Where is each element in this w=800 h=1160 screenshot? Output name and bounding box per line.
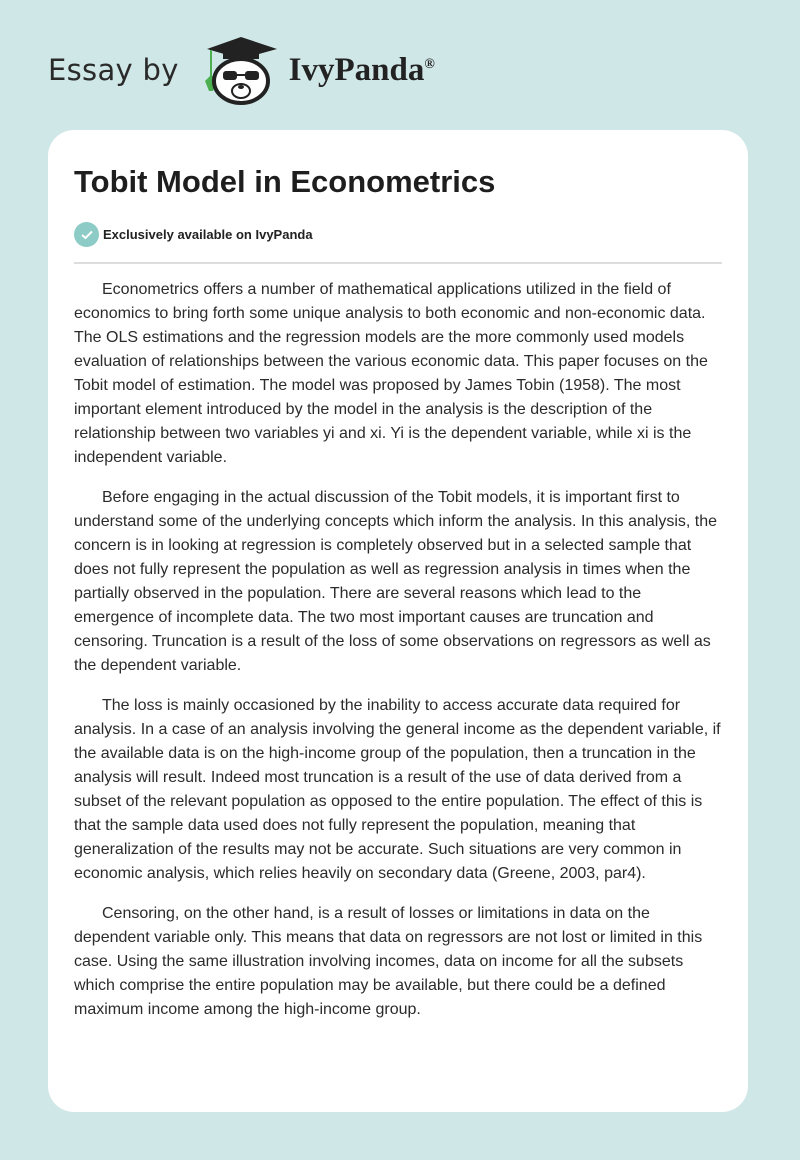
paragraph: Before engaging in the actual discussion of the Tobit models, it is important first to understand some of the underlying concepts which inform the analysis. In this analysis, the concern is in looking at regression is completely observed but in a selected sample that does not fully represent the population as well as regression analysis in times when the partially observed in the population. There are several reasons which lead to the emergence of incomplete data. The two most important causes are truncation and censoring. Truncation is a result of the loss of some observations on regressors as well as the dependent variable.: [74, 489, 718, 674]
paragraph: Censoring, on the other hand, is a result of losses or limitations in data on the dependent variable only. This means that data on regressors are not lost or limited in this case. Using the same illustration involving incomes, data on income for all the subsets which comprise the entire population may be available, but there could be a defined maximum income among the high-income group.: [74, 905, 703, 1018]
brand-text: IvyPanda: [288, 51, 425, 88]
check-icon: [74, 222, 99, 247]
badge-text: Exclusively available on IvyPanda: [103, 227, 313, 242]
exclusive-badge: [74, 222, 313, 247]
ivypanda-logo-icon[interactable]: [197, 35, 285, 105]
brand-name[interactable]: [289, 52, 435, 89]
paragraph: The loss is mainly occasioned by the inability to access accurate data required for analysis. In a case of an analysis involving the general income as the dependent variable, if the available data is on the high-income group of the population, then a truncation in the analysis will result. Indeed most truncation is a result of the use of data derived from a subset of the relevant population as opposed to the entire population. The effect of this is that the sample data used does not fully represent the population, meaning that generalization of the results may not be accurate. Such situations are very common in economic analysis, which relies heavily on secondary data (Greene, 2003, par4).: [74, 697, 721, 882]
paragraph: Econometrics offers a number of mathematical applications utilized in the field of economics to bring forth some unique analysis to both economic and non-economic data. The OLS estimations and the regression models are the more commonly used models evaluation of relationships between the various economic data. This paper focuses on the Tobit model of estimation. The model was proposed by James Tobin (1958). The most important element introduced by the model in the analysis is the description of the relationship between two variables yi and xi. Yi is the dependent variable, while xi is the independent variable.: [74, 281, 708, 466]
essay-body: [74, 278, 724, 1038]
registered-mark: ®: [424, 56, 435, 72]
site-header: [48, 35, 435, 105]
essay-by-label: Essay by: [48, 53, 179, 87]
divider: [74, 262, 722, 264]
page-title: Tobit Model in Econometrics: [74, 164, 496, 199]
essay-card: [48, 130, 748, 1112]
